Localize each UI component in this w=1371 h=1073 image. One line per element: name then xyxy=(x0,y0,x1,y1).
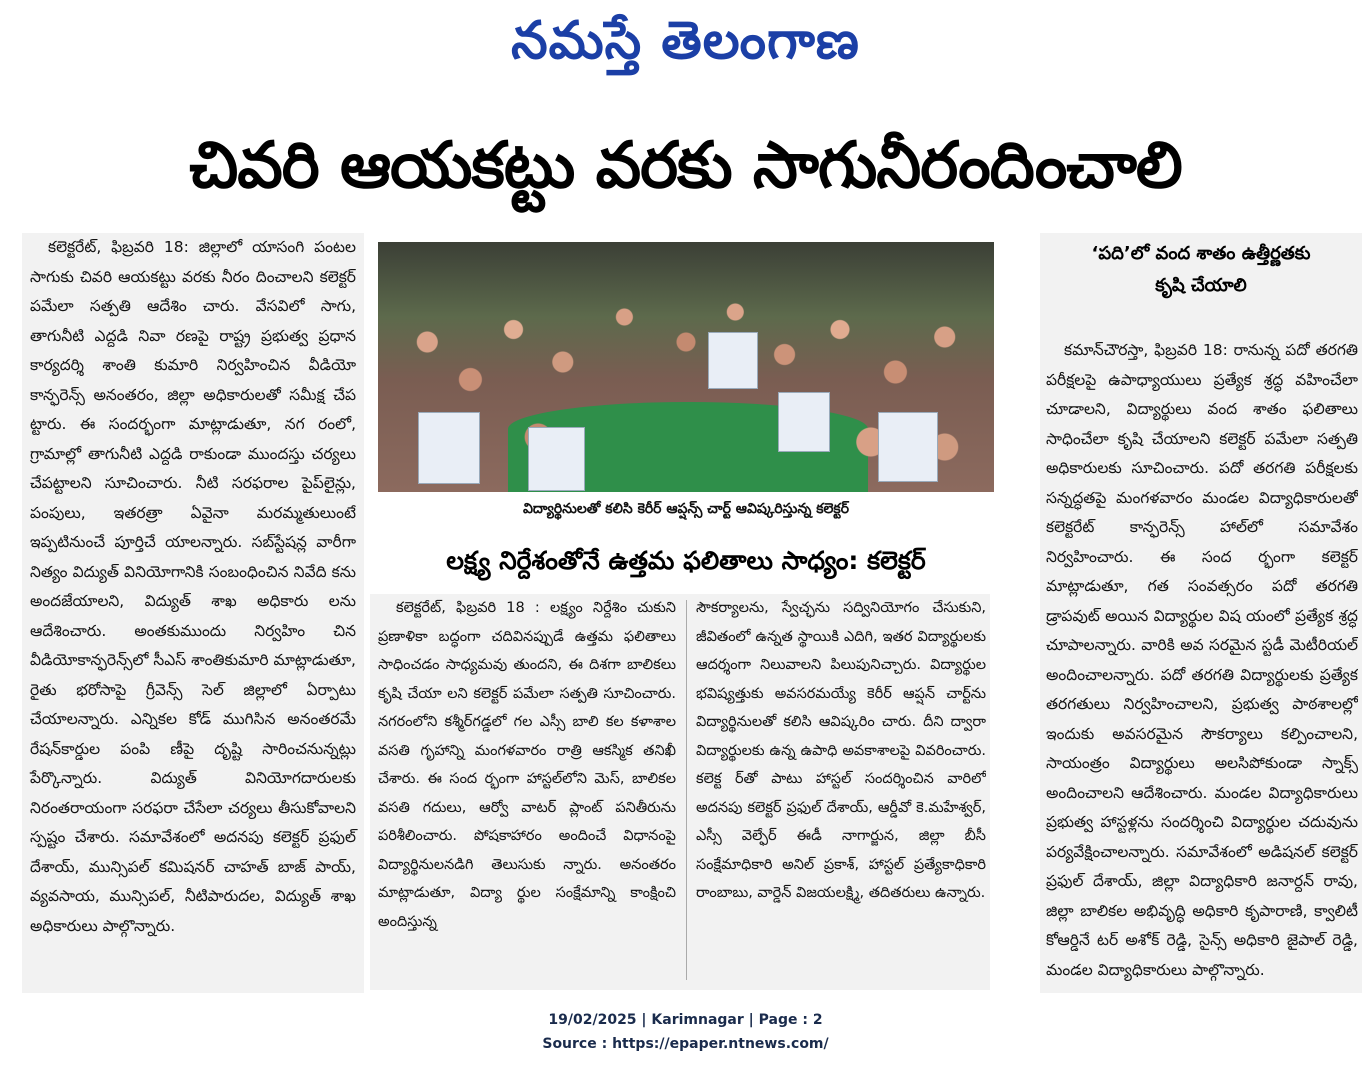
chart-sheet xyxy=(878,412,938,482)
column-divider xyxy=(686,600,687,980)
newspaper-masthead: నమస్తే తెలంగాణ xyxy=(511,11,860,71)
edition-info: 19/02/2025 | Karimnagar | Page : 2 xyxy=(548,1012,823,1028)
article-photo xyxy=(378,242,994,492)
left-article xyxy=(22,233,364,993)
chart-sheet xyxy=(418,412,480,484)
right-heading-line-2: కృషి చేయాలి xyxy=(1155,275,1247,296)
main-headline: చివరి ఆయకట్టు వరకు సాగునీరందించాలి xyxy=(189,129,1182,203)
right-article xyxy=(1046,336,1358,986)
page-footer xyxy=(0,1008,1371,1056)
center-subheadline: లక్ష్య నిర్దేశంతోనే ఉత్తమ ఫలితాలు సాధ్యం: కలెక్టర్ xyxy=(446,546,926,575)
center-article-column-1 xyxy=(378,594,676,986)
photo-caption: విద్యార్థినులతో కలిసి కెరీర్ ఆప్షన్స్ చార్ట్ ఆవిష్కరిస్తున్న కలెక్టర్ xyxy=(522,501,850,517)
right-article-body: కమాన్‌చౌరస్తా, ఫిబ్రవరి 18: రానున్న పదో తరగతి పరీక్షలపై ఉపాధ్యాయులు ప్రత్యేక శ్రద్ధ వహించేలా చూడాలని, విద్యార్థులు వంద శాతం ఫలితాలు సాధించేలా కృషి చేయాలని కలెక్టర్ పమేలా సత్పతి అధికారులకు సూచించారు. పదో తరగతి పరీక్షలకు సన్నద్ధతపై మంగళవారం మండల విద్యాధికారులతో కలెక్టరేట్ కాన్ఫరెన్స్ హాల్‌లో సమావేశం నిర్వహించారు. ఈ సంద ర్భంగా కలెక్టర్ మాట్లాడుతూ, గత సంవత్సరం పదో తరగతి డ్రాపవుట్ అయిన విద్యార్థుల విష యంలో ప్రత్యేక శ్రద్ధ చూపాలన్నారు. వారికి అవ సరమైన స్టడీ మెటీరియల్ అందించాలన్నారు. పదో తరగతి విద్యార్థులకు ప్రత్యేక తరగతులు నిర్వహించాలని, ప్రభుత్వ పాఠశాలల్లో ఇందుకు అవసరమైన సౌకర్యాలు కల్పించాలని, సాయంత్రం విద్యార్థులు అలసిపోకుండా స్నాక్స్ అందించాలని ఆదేశించారు. మండల విద్యాధికారులు ప్రభుత్వ హాస్టళ్లను సందర్శించి విద్యార్థుల చదువును పర్యవేక్షించాలన్నారు. సమావేశంలో అడిషనల్ కలెక్టర్ ప్రఫుల్ దేశాయ్, జిల్లా విద్యాధికారి జనార్దన్ రావు, జిల్లా బాలికల అభివృద్ధి అధికారి కృపారాణి, క్వాలిటీ కోఆర్డినే టర్ అశోక్ రెడ్డి, సైన్స్ అధికారి జైపాల్ రెడ్డి, మండల విద్యాధికారులు పాల్గొన్నారు. xyxy=(1046,341,1358,979)
source-link[interactable]: Source : https://epaper.ntnews.com/ xyxy=(542,1036,829,1052)
center-article-column-2 xyxy=(696,594,986,986)
chart-sheet xyxy=(528,427,585,491)
chart-sheet xyxy=(778,392,830,452)
right-heading-line-1: ‘పది’లో వంద శాతం ఉత్తీర్ణతకు xyxy=(1091,243,1311,264)
chart-sheet xyxy=(708,332,758,389)
center-article-col1-body: కలెక్టరేట్, ఫిబ్రవరి 18 : లక్ష్యం నిర్దేశిం చుకుని ప్రణాళికా బద్ధంగా చదివినప్పుడే ఉత్తమ ఫలితాలు సాధించడం సాధ్యమవు తుందని, ఈ దిశగా బాలికలు కృషి చేయా లని కలెక్టర్ పమేలా సత్పతి సూచించారు. నగరంలోని కశ్మీర్‌గడ్డలో గల ఎస్సీ బాలి కల కళాశాల వసతి గృహాన్ని మంగళవారం రాత్రి ఆకస్మిక తనిఖీ చేశారు. ఈ సంద ర్భంగా హాస్టల్‌లోని మెస్, బాలికల వసతి గదులు, ఆర్వో వాటర్ ప్లాంట్ పనితీరును పరిశీలించారు. పోషకాహారం అందించే విధానంపై విద్యార్థినులనడిగి తెలుసుకు న్నారు. అనంతరం మాట్లాడుతూ, విద్యా ర్థుల సంక్షేమాన్ని కాంక్షించి అందిస్తున్న xyxy=(378,600,676,930)
right-article-heading xyxy=(1040,238,1362,302)
center-article-col2-body: సౌకర్యాలను, స్వేచ్ఛను సద్వినియోగం చేసుకుని, జీవితంలో ఉన్నత స్థాయికి ఎదిగి, ఇతర విద్యార్థులకు ఆదర్శంగా నిలువాలని పిలుపునిచ్చారు. విద్యార్థుల భవిష్యత్తుకు అవసరమయ్యే కెరీర్ ఆప్షన్ చార్ట్‌ను విద్యార్థినులతో కలిసి ఆవిష్కరిం చారు. దీని ద్వారా విద్యార్థులకు ఉన్న ఉపాధి అవకాశాలపై వివరించారు. కలెక్ట ర్‌తో పాటు హాస్టల్ సందర్శించిన వారిలో అదనపు కలెక్టర్ ప్రఫుల్ దేశాయ్, ఆర్డీవో కె.మహేశ్వర్, ఎస్సీ వెల్ఫేర్ ఈడీ నాగార్జున, జిల్లా బీసీ సంక్షేమాధికారి అనిల్ ప్రకాశ్, హాస్టల్ ప్రత్యేకాధికారి రాంబాబు, వార్డెన్ విజయలక్ష్మి, తదితరులు ఉన్నారు. xyxy=(696,600,986,901)
left-article-body: కలెక్టరేట్, ఫిబ్రవరి 18: జిల్లాలో యాసంగి పంటల సాగుకు చివరి ఆయకట్టు వరకు నీరం దించాలని కలెక్టర్ పమేలా సత్పతి ఆదేశిం చారు. వేసవిలో సాగు, తాగునీటి ఎద్దడి నివా రణపై రాష్ట్ర ప్రభుత్వ ప్రధాన కార్యదర్శి శాంతి కుమారి నిర్వహించిన వీడియో కాన్ఫరెన్స్ అనంతరం, జిల్లా అధికారులతో సమీక్ష చేప ట్టారు. ఈ సందర్భంగా మాట్లాడుతూ, నగ రంలో, గ్రామాల్లో తాగునీటి ఎద్దడి రాకుండా ముందస్తు చర్యలు చేపట్టాలని సూచించారు. నీటి సరఫరాల పైప్‌లైన్లు, పంపులు, ఇతరత్రా ఏవైనా మరమ్మతులుంటే ఇప్పటినుంచే పూర్తిచే యాలన్నారు. సబ్‌స్టేషన్ల వారీగా నిత్యం విద్యుత్ వినియోగానికి సంబంధించిన నివేది కను అందజేయాలని, విద్యుత్ శాఖ అధికారు లను ఆదేశించారు. అంతకుముందు నిర్వహిం చిన వీడియోకాన్ఫరెన్స్‌లో సీఎస్ శాంతికుమారి మాట్లాడుతూ, రైతు భరోసాపై గ్రీవెన్స్ సెల్ జిల్లాలో ఏర్పాటు చేయాలన్నారు. ఎన్నికల కోడ్ ముగిసిన అనంతరమే రేషన్‌కార్డుల పంపి ణీపై దృష్టి సారించనున్నట్లు పేర్కొన్నారు. విద్యుత్ వినియోగదారులకు నిరంతరాయంగా సరఫరా చేసేలా చర్యలు తీసుకోవాలని స్పష్టం చేశారు. సమావేశంలో అదనపు కలెక్టర్ ప్రఫుల్ దేశాయ్, మున్సిపల్ కమిషనర్ చాహత్ బాజ్ పాయ్, వ్యవసాయ, మున్సిపల్, నీటిపారుదల, విద్యుత్ శాఖ అధికారులు పాల్గొన్నారు. xyxy=(30,238,356,935)
